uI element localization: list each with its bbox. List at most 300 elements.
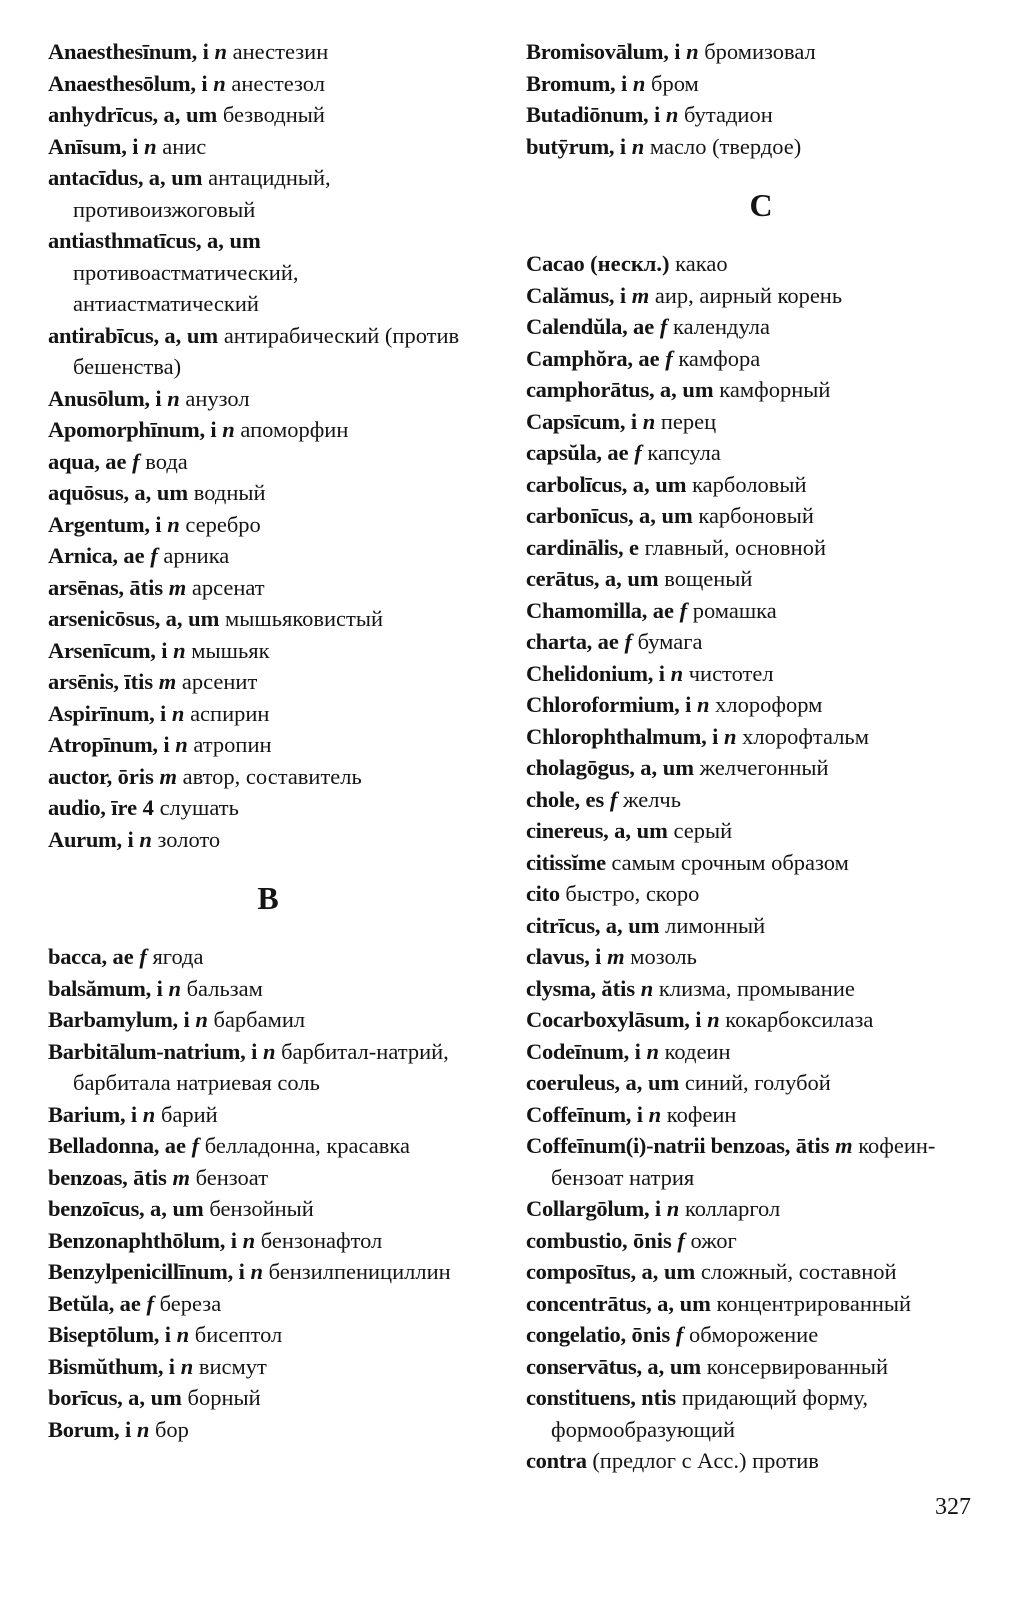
headword: Camphŏra, — [526, 345, 633, 371]
headword: Bromum, — [526, 70, 616, 96]
grammar-info: i — [160, 700, 167, 726]
definition: мышьяк — [191, 637, 270, 663]
definition: быстро, скоро — [565, 881, 700, 906]
dictionary-entry — [526, 1193, 996, 1225]
headword: chole, — [526, 786, 580, 812]
grammar-info: ōnis — [633, 1227, 672, 1253]
definition: анестезин — [232, 39, 329, 64]
definition: (предлог с Acc.) против — [592, 1448, 819, 1473]
definition: карболовый — [692, 471, 807, 497]
grammar-info: ae — [638, 345, 660, 371]
definition: главный, основной — [644, 534, 827, 560]
gender-marker: n — [167, 511, 180, 537]
definition: ожог — [690, 1227, 737, 1253]
headword: cardinālis, — [526, 534, 624, 560]
grammar-info: i — [251, 1038, 258, 1064]
gender-marker: n — [707, 1007, 720, 1032]
grammar-info: ae — [652, 597, 674, 623]
definition: антацидный, противоизжоговый — [73, 165, 331, 222]
headword: auctor, — [48, 763, 112, 789]
definition: вода — [145, 448, 188, 474]
definition: кодеин — [664, 1038, 731, 1064]
gender-marker: f — [139, 944, 147, 969]
definition: бром — [651, 70, 699, 96]
definition: борный — [187, 1385, 261, 1410]
headword: arsēnis, — [48, 669, 119, 694]
grammar-info: a, um — [640, 755, 694, 780]
headword: Calendŭla, — [526, 314, 628, 339]
dictionary-entry — [526, 1445, 996, 1477]
headword: Butadiōnum, — [526, 102, 649, 127]
headword: Aspirīnum, — [48, 700, 155, 726]
gender-marker: f — [665, 345, 673, 371]
dictionary-entry — [48, 1162, 488, 1194]
letter-heading: B — [257, 880, 279, 916]
grammar-info: i — [130, 1101, 138, 1127]
headword: cerātus, — [526, 566, 600, 591]
grammar-info: i — [695, 1007, 702, 1032]
definition: клизма, промывание — [658, 975, 855, 1001]
definition: слушать — [159, 795, 239, 820]
dictionary-entry — [526, 99, 996, 131]
headword: contra — [526, 1448, 587, 1473]
grammar-info: i — [619, 133, 627, 159]
gender-marker: f — [677, 1227, 685, 1253]
gender-marker: m — [159, 763, 177, 789]
headword: antirabīcus, — [48, 322, 159, 348]
grammar-info: a, um — [206, 228, 261, 253]
dictionary-entry — [48, 68, 488, 100]
dictionary-entry — [526, 878, 996, 910]
dictionary-entry — [48, 162, 488, 225]
grammar-info: i — [636, 1101, 644, 1127]
grammar-info: ae — [105, 448, 127, 474]
gender-marker: m — [168, 574, 187, 600]
dictionary-entry — [526, 437, 996, 469]
definition: антирабический (против бешенства) — [73, 322, 460, 379]
dictionary-entry — [48, 761, 488, 793]
grammar-info: ntis — [641, 1385, 677, 1410]
dictionary-entry — [526, 1382, 996, 1445]
definition: какао — [675, 251, 728, 276]
headword: Chamomilla, — [526, 597, 648, 623]
definition: бензонафтол — [260, 1227, 383, 1253]
headword: congelatio, — [526, 1322, 626, 1347]
definition: вощеный — [664, 566, 753, 591]
grammar-info: a, um — [163, 102, 218, 127]
gender-marker: n — [242, 1227, 256, 1253]
definition: аир, аирный корень — [654, 282, 843, 308]
headword: Betŭla, — [48, 1290, 115, 1316]
definition: синий, голубой — [684, 1070, 831, 1095]
headword: Belladonna, — [48, 1133, 160, 1158]
definition: арника — [163, 543, 230, 568]
dictionary-entry — [48, 1130, 488, 1162]
grammar-info: a, um — [614, 818, 668, 843]
definition: концентрированный — [716, 1290, 912, 1316]
headword: Coffeīnum, — [526, 1101, 632, 1127]
gender-marker: n — [175, 732, 188, 757]
dictionary-entry — [526, 1099, 996, 1131]
headword: charta, — [526, 629, 593, 654]
gender-marker: m — [631, 282, 650, 308]
grammar-info: a, um — [632, 471, 687, 497]
definition: мозоль — [630, 944, 697, 969]
dictionary-entry — [526, 784, 996, 816]
gender-marker: f — [191, 1133, 200, 1158]
dictionary-entry — [48, 446, 488, 478]
dictionary-entry — [526, 1004, 996, 1036]
grammar-info: i — [634, 1038, 641, 1064]
definition: береза — [159, 1290, 222, 1316]
grammar-info: i — [654, 102, 661, 127]
dictionary-entry — [526, 941, 996, 973]
gender-marker: n — [666, 1196, 680, 1221]
definition: чистотел — [688, 660, 774, 686]
gender-marker: n — [171, 700, 185, 726]
page-number: 327 — [935, 1494, 971, 1520]
definition: сложный, составной — [700, 1259, 897, 1284]
gender-marker: n — [167, 385, 180, 411]
grammar-info: i — [183, 1007, 190, 1032]
headword: constituens, — [526, 1385, 636, 1410]
gender-marker: n — [176, 1322, 190, 1347]
grammar-info: (нескл.) — [590, 251, 670, 276]
definition: арсенат — [191, 574, 265, 600]
definition: серый — [673, 818, 733, 843]
dictionary-entry — [526, 563, 996, 595]
headword: capsŭla, — [526, 440, 602, 465]
headword: coeruleus, — [526, 1070, 620, 1095]
dictionary-entry — [48, 1319, 488, 1351]
dictionary-entry — [48, 1256, 488, 1288]
headword: Benzonaphthōlum, — [48, 1227, 226, 1253]
dictionary-entry — [526, 500, 996, 532]
definition: белладонна, красавка — [204, 1133, 410, 1158]
headword: Anīsum, — [48, 133, 127, 159]
grammar-info: i — [202, 39, 209, 64]
definition: желчь — [622, 786, 681, 812]
dictionary-entry — [526, 973, 996, 1005]
dictionary-entry — [526, 721, 996, 753]
gender-marker: n — [168, 975, 181, 1001]
gender-marker: n — [686, 39, 699, 64]
grammar-info: i — [658, 660, 665, 686]
dictionary-entry — [526, 280, 996, 312]
grammar-info: ae — [164, 1133, 186, 1158]
gender-marker: n — [136, 1416, 150, 1442]
grammar-info: a, um — [647, 1353, 702, 1379]
grammar-info: e — [628, 534, 639, 560]
grammar-info: i — [127, 826, 134, 852]
dictionary-entry — [48, 540, 488, 572]
gender-marker: n — [723, 723, 737, 749]
gender-marker: m — [607, 944, 625, 969]
definition: бисептол — [194, 1322, 283, 1347]
definition: самым срочным образом — [611, 849, 849, 875]
dictionary-entry — [48, 1036, 488, 1099]
grammar-info: i — [210, 417, 217, 442]
grammar-info: i — [156, 975, 163, 1001]
grammar-info: i — [163, 732, 170, 757]
gender-marker: n — [670, 660, 684, 686]
definition: бор — [154, 1416, 189, 1442]
dictionary-entry — [48, 131, 488, 163]
definition: бумага — [637, 629, 703, 654]
dictionary-entry — [48, 477, 488, 509]
dictionary-entry — [526, 815, 996, 847]
gender-marker: m — [835, 1133, 853, 1158]
dictionary-entry — [48, 383, 488, 415]
dictionary-entry — [48, 973, 488, 1005]
grammar-info: i — [124, 1416, 132, 1442]
headword: combustio, — [526, 1227, 628, 1253]
grammar-info: ae — [119, 1290, 141, 1316]
grammar-info: i — [132, 133, 139, 159]
dictionary-entry — [48, 666, 488, 698]
gender-marker: n — [142, 1101, 156, 1127]
dictionary-entry — [526, 847, 996, 879]
grammar-info: a, um — [625, 1070, 680, 1095]
headword: Benzylpenicillīnum, — [48, 1259, 233, 1284]
headword: butȳrum, — [526, 133, 615, 159]
definition: серебро — [185, 511, 261, 537]
headword: Apomorphīnum, — [48, 417, 205, 442]
headword: Chlorophthalmum, — [526, 723, 707, 749]
headword: Capsīcum, — [526, 408, 626, 434]
grammar-info: a, um — [638, 503, 693, 528]
definition: висмут — [198, 1353, 267, 1379]
letter-heading: C — [749, 187, 773, 223]
headword: Arsenīcum, — [48, 637, 156, 663]
gender-marker: n — [250, 1259, 263, 1284]
headword: Barbamylum, — [48, 1007, 178, 1032]
dictionary-entry — [48, 635, 488, 667]
grammar-info: i — [621, 70, 628, 96]
dictionary-entry — [48, 1351, 488, 1383]
definition: бензилпенициллин — [268, 1259, 451, 1284]
headword: Chelidonium, — [526, 660, 654, 686]
dictionary-entry — [526, 595, 996, 627]
definition: анузол — [185, 385, 250, 411]
headword: carbolīcus, — [526, 471, 628, 497]
grammar-info: a, um — [659, 377, 714, 402]
grammar-info: ae — [633, 314, 655, 339]
headword: arsenicōsus, — [48, 606, 161, 631]
left-column — [48, 36, 488, 1445]
gender-marker: n — [195, 1007, 208, 1032]
definition: анис — [162, 133, 207, 159]
dictionary-entry — [526, 1351, 996, 1383]
grammar-info: a, um — [604, 566, 659, 591]
grammar-info: a, um — [657, 1290, 711, 1316]
dictionary-entry — [526, 689, 996, 721]
dictionary-entry — [48, 1414, 488, 1446]
dictionary-entry — [526, 311, 996, 343]
headword: Arnica, — [48, 543, 118, 568]
headword: conservātus, — [526, 1353, 642, 1379]
headword: Borum, — [48, 1416, 120, 1442]
dictionary-entry — [526, 1256, 996, 1288]
headword: Anaesthesōlum, — [48, 70, 196, 96]
dictionary-entry — [526, 36, 996, 68]
dictionary-entry — [48, 824, 488, 856]
gender-marker: n — [697, 692, 710, 717]
definition: золото — [157, 826, 221, 852]
dictionary-entry — [526, 131, 996, 163]
dictionary-entry — [48, 698, 488, 730]
headword: aquōsus, — [48, 480, 129, 505]
gender-marker: n — [262, 1038, 276, 1064]
definition: хлорофтальм — [742, 723, 869, 749]
definition: барий — [160, 1101, 218, 1127]
gender-marker: n — [222, 417, 235, 442]
dictionary-entry — [48, 1288, 488, 1320]
dictionary-entry — [48, 603, 488, 635]
definition: мышьяковистый — [225, 606, 384, 631]
grammar-info: ae — [597, 629, 619, 654]
gender-marker: f — [146, 1290, 155, 1316]
dictionary-entry — [48, 99, 488, 131]
headword: arsēnas, — [48, 574, 124, 600]
headword: camphorātus, — [526, 377, 655, 402]
headword: concentrātus, — [526, 1290, 652, 1316]
definition: хлороформ — [715, 692, 823, 717]
dictionary-entry — [526, 343, 996, 375]
dictionary-entry — [526, 406, 996, 438]
headword: Collargōlum, — [526, 1196, 650, 1221]
gender-marker: n — [144, 133, 157, 159]
dictionary-entry — [526, 626, 996, 658]
headword: clavus, — [526, 944, 590, 969]
dictionary-entry — [48, 1004, 488, 1036]
grammar-info: i — [595, 944, 602, 969]
dictionary-entry — [526, 68, 996, 100]
grammar-info: i — [164, 1322, 171, 1347]
grammar-info: ōris — [117, 763, 154, 789]
headword: cinereus, — [526, 818, 609, 843]
grammar-info: a, um — [128, 1385, 182, 1410]
definition: придающий форму, формообразующий — [551, 1385, 869, 1442]
definition: водный — [193, 480, 266, 505]
definition: камфорный — [719, 377, 831, 402]
gender-marker: f — [675, 1322, 684, 1347]
gender-marker: n — [646, 1038, 659, 1064]
headword: composītus, — [526, 1259, 636, 1284]
dictionary-entry — [48, 729, 488, 761]
definition: желчегонный — [699, 755, 829, 780]
grammar-info: ītis — [124, 669, 154, 694]
definition: ромашка — [692, 597, 777, 623]
gender-marker: m — [158, 669, 177, 694]
gender-marker: f — [659, 314, 668, 339]
definition: противоастматический, антиастматический — [73, 259, 299, 316]
definition: календула — [673, 314, 770, 339]
dictionary-entry — [526, 1067, 996, 1099]
headword: benzoīcus, — [48, 1196, 145, 1221]
gender-marker: n — [173, 637, 186, 663]
definition: барбамил — [213, 1007, 306, 1032]
grammar-info: i — [619, 282, 627, 308]
headword: Chloroformium, — [526, 692, 680, 717]
definition: апоморфин — [240, 417, 349, 442]
dictionary-entry — [48, 36, 488, 68]
headword: cito — [526, 881, 560, 906]
headword: Coffeīnum(i)-natrii benzoas, — [526, 1133, 791, 1158]
grammar-info: i — [630, 408, 638, 434]
headword: Cocarboxylāsum, — [526, 1007, 690, 1032]
definition: аспирин — [190, 700, 270, 726]
right-column — [526, 36, 996, 1477]
definition: анестезол — [231, 70, 325, 96]
dictionary-entry — [48, 941, 488, 973]
dictionary-entry — [526, 374, 996, 406]
gender-marker: f — [132, 448, 140, 474]
headword: benzoas, — [48, 1164, 128, 1190]
dictionary-entry — [48, 1382, 488, 1414]
dictionary-entry — [48, 1099, 488, 1131]
headword: clysma, — [526, 975, 596, 1001]
dictionary-entry — [526, 1225, 996, 1257]
headword: Argentum, — [48, 511, 150, 537]
headword: antiasthmatīcus, — [48, 228, 202, 253]
gender-marker: f — [634, 440, 642, 465]
gender-marker: n — [640, 975, 654, 1001]
headword: Bismŭthum, — [48, 1353, 164, 1379]
headword: Bromisovālum, — [526, 39, 669, 64]
definition: бутадион — [684, 102, 773, 127]
dictionary-entry — [526, 469, 996, 501]
grammar-info: es — [585, 786, 605, 812]
grammar-info: a, um — [148, 165, 203, 190]
grammar-info: a, um — [150, 1196, 204, 1221]
headword: Anaesthesīnum, — [48, 39, 197, 64]
definition: автор, составитель — [182, 763, 362, 789]
grammar-info: i — [230, 1227, 238, 1253]
dictionary-entry — [526, 1288, 996, 1320]
definition: масло (твердое) — [649, 133, 802, 159]
gender-marker: m — [172, 1164, 190, 1190]
gender-marker: n — [213, 70, 226, 96]
definition: колларгол — [684, 1196, 781, 1221]
grammar-info: ae — [607, 440, 629, 465]
definition: капсула — [647, 440, 721, 465]
definition: лимонный — [665, 912, 766, 938]
grammar-info: i — [161, 637, 168, 663]
gender-marker: f — [624, 629, 633, 654]
grammar-info: i — [168, 1353, 176, 1379]
dictionary-entry — [48, 1225, 488, 1257]
headword: audio, — [48, 795, 106, 820]
grammar-info: i — [155, 385, 162, 411]
gender-marker: n — [665, 102, 679, 127]
grammar-info: i — [201, 70, 208, 96]
gender-marker: n — [648, 1101, 662, 1127]
definition: бензоат — [195, 1164, 269, 1190]
gender-marker: n — [632, 70, 646, 96]
gender-marker: f — [609, 786, 618, 812]
gender-marker: n — [139, 826, 152, 852]
definition: камфора — [678, 345, 761, 371]
grammar-info: i — [674, 39, 681, 64]
grammar-info: ātis — [129, 574, 164, 600]
headword: citrīcus, — [526, 912, 601, 938]
definition: безводный — [222, 102, 325, 127]
grammar-info: i — [238, 1259, 245, 1284]
grammar-info: a, um — [165, 606, 220, 631]
grammar-info: īre 4 — [111, 795, 154, 820]
dictionary-entry — [526, 1319, 996, 1351]
